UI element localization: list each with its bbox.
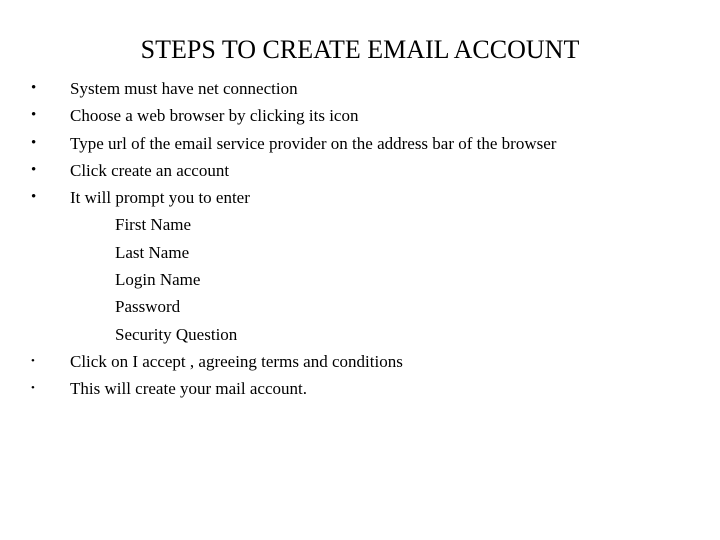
field-item (0, 266, 720, 293)
step-text: Type url of the email service provider on the address bar of the browser (70, 133, 557, 153)
field-first-name: First Name (115, 215, 192, 235)
step-text: It will prompt you to enter (70, 188, 250, 208)
bullet-icon: • (31, 382, 35, 395)
list-item (0, 102, 720, 129)
list-item (0, 348, 720, 375)
list-item (0, 184, 720, 211)
field-password: Password (115, 297, 181, 317)
bullet-icon: • (31, 189, 37, 206)
field-login-name: Login Name (115, 270, 201, 290)
bullet-icon: • (31, 107, 37, 124)
bullet-icon: • (31, 80, 37, 96)
list-item (0, 157, 720, 184)
field-item (0, 211, 720, 238)
field-security-question: Security Question (115, 324, 238, 344)
bullet-icon: • (31, 354, 35, 367)
field-item (0, 321, 720, 348)
step-text: Click create an account (70, 160, 230, 180)
bullet-icon: • (31, 161, 37, 178)
field-item (0, 293, 720, 320)
step-text: This will create your mail account. (70, 379, 307, 399)
list-item (0, 75, 720, 102)
bullet-icon: • (31, 134, 37, 151)
list-item (0, 130, 720, 157)
slide-title: STEPS TO CREATE EMAIL ACCOUNT (140, 35, 580, 64)
list-item (0, 375, 720, 402)
step-text: Choose a web browser by clicking its icon (70, 106, 359, 126)
step-text: System must have net connection (70, 79, 298, 98)
field-last-name: Last Name (115, 242, 190, 262)
field-item (0, 239, 720, 266)
step-text: Click on I accept , agreeing terms and conditions (70, 351, 403, 371)
steps-list (0, 75, 720, 403)
